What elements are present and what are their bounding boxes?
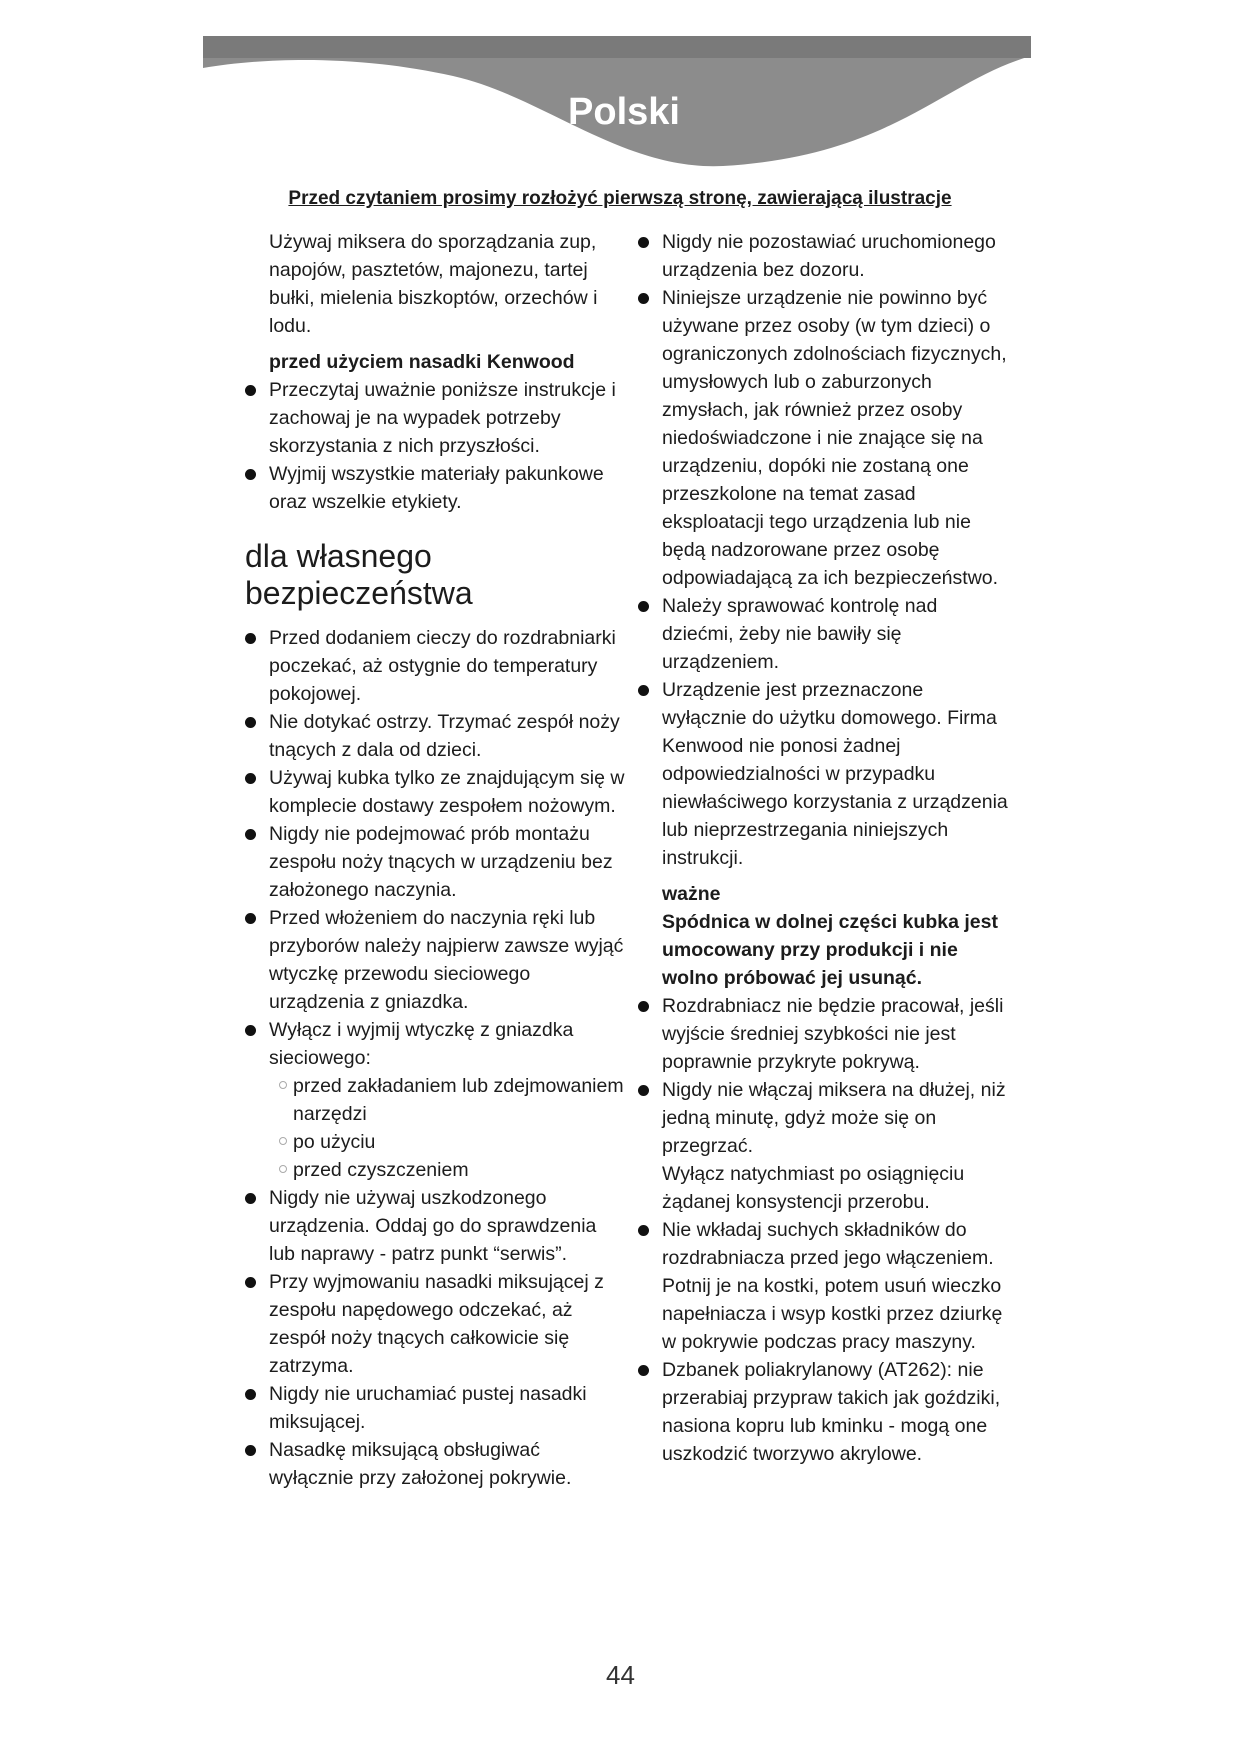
list-item: Urządzenie jest przeznaczone wyłącznie do użytku domowego. Firma Kenwood nie ponosi żadnej odpowiedzialności w przypadku niewłaściwego korzystania z urządzenia lub nieprzestrzegania niniejszych instrukcji. xyxy=(638,676,1008,872)
sub-list-item: po użyciu xyxy=(269,1128,625,1156)
overheat-item-text: Nigdy nie włączaj miksera na dłużej, niż jedną minutę, gdyż może się on przegrzać. xyxy=(662,1079,1006,1157)
list-item xyxy=(638,1076,1008,1216)
list-item: Rozdrabniacz nie będzie pracował, jeśli wyjście średniej szybkości nie jest poprawnie przykryte pokrywą. xyxy=(638,992,1008,1076)
before-use-heading: przed użyciem nasadki Kenwood xyxy=(269,351,575,373)
important-heading: ważne xyxy=(662,883,721,905)
list-item xyxy=(245,1016,625,1184)
list-item: Wyjmij wszystkie materiały pakunkowe oraz wszelkie etykiety. xyxy=(245,460,625,516)
list-item: Nie dotykać ostrzy. Trzymać zespół noży tnących z dala od dzieci. xyxy=(245,708,625,764)
before-use-list xyxy=(245,376,625,516)
important-text: Spódnica w dolnej części kubka jest umocowany przy produkcji i nie wolno próbować jej usunąć. xyxy=(662,911,998,989)
list-item: Nigdy nie podejmować prób montażu zespołu noży tnących w urządzeniu bez założonego naczynia. xyxy=(245,820,625,904)
sub-list-item: przed czyszczeniem xyxy=(269,1156,625,1184)
list-item: Nie wkładaj suchych składników do rozdrabniacza przed jego włączeniem. Potnij je na kostki, potem usuń wieczko napełniacza i wsyp kostki przez dziurkę w pokrywie podczas pracy maszyny. xyxy=(638,1216,1008,1356)
list-item: Należy sprawować kontrolę nad dziećmi, żeby nie bawiły się urządzeniem. xyxy=(638,592,1008,676)
important-list xyxy=(638,992,1008,1468)
sub-list-item: przed zakładaniem lub zdejmowaniem narzędzi xyxy=(269,1072,625,1128)
usage-intro: Używaj miksera do sporządzania zup, napojów, pasztetów, majonezu, tartej bułki, mielenia biszkoptów, orzechów i lodu. xyxy=(269,231,598,337)
list-item: Nigdy nie pozostawiać uruchomionego urządzenia bez dozoru. xyxy=(638,228,1008,284)
safety-list-continued xyxy=(638,228,1008,872)
list-item: Przeczytaj uważnie poniższe instrukcje i zachowaj je na wypadek potrzeby skorzystania z nich przyszłości. xyxy=(245,376,625,460)
safety-list xyxy=(245,624,625,1492)
language-title: Polski xyxy=(568,91,680,133)
list-item: Przy wyjmowaniu nasadki miksującej z zespołu napędowego odczekać, aż zespół noży tnących całkowicie się zatrzyma. xyxy=(245,1268,625,1380)
list-item: Dzbanek poliakrylanowy (AT262): nie przerabiaj przypraw takich jak goździki, nasiona kopru lub kminku - mogą one uszkodzić tworzywo akrylowe. xyxy=(638,1356,1008,1468)
list-item: Używaj kubka tylko ze znajdującym się w komplecie dostawy zespołem nożowym. xyxy=(245,764,625,820)
overheat-note: Wyłącz natychmiast po osiągnięciu żądanej konsystencji przerobu. xyxy=(662,1163,965,1213)
unplug-item-text: Wyłącz i wyjmij wtyczkę z gniazdka sieciowego: xyxy=(269,1019,574,1069)
list-item: Nigdy nie używaj uszkodzonego urządzenia. Oddaj go do sprawdzenia lub naprawy - patrz punkt “serwis”. xyxy=(245,1184,625,1268)
list-item: Nasadkę miksującą obsługiwać wyłącznie przy założonej pokrywie. xyxy=(245,1436,625,1492)
fold-out-note: Przed czytaniem prosimy rozłożyć pierwszą stronę, zawierającą ilustracje xyxy=(288,188,952,209)
page-number: 44 xyxy=(606,1660,635,1690)
list-item: Nigdy nie uruchamiać pustej nasadki miksującej. xyxy=(245,1380,625,1436)
language-header xyxy=(203,36,1031,171)
unplug-sublist xyxy=(269,1072,625,1184)
right-column xyxy=(638,228,1008,1468)
list-item: Przed dodaniem cieczy do rozdrabniarki poczekać, aż ostygnie do temperatury pokojowej. xyxy=(245,624,625,708)
list-item: Niniejsze urządzenie nie powinno być używane przez osoby (w tym dzieci) o ograniczonych zdolnościach fizycznych, umysłowych lub o zaburzonych zmysłach, jak również przez osoby niedoświadczone i nie znające się na urządzeniu, dopóki nie zostaną one przeszkolone na temat zasad eksploatacji tego urządzenia lub nie będą nadzorowane przez osobę odpowiadającą za ich bezpieczeństwo. xyxy=(638,284,1008,592)
list-item: Przed włożeniem do naczynia ręki lub przyborów należy najpierw zawsze wyjąć wtyczkę przewodu sieciowego urządzenia z gniazdka. xyxy=(245,904,625,1016)
left-column xyxy=(245,228,625,1492)
safety-title: dla własnego bezpieczeństwa xyxy=(245,538,473,611)
